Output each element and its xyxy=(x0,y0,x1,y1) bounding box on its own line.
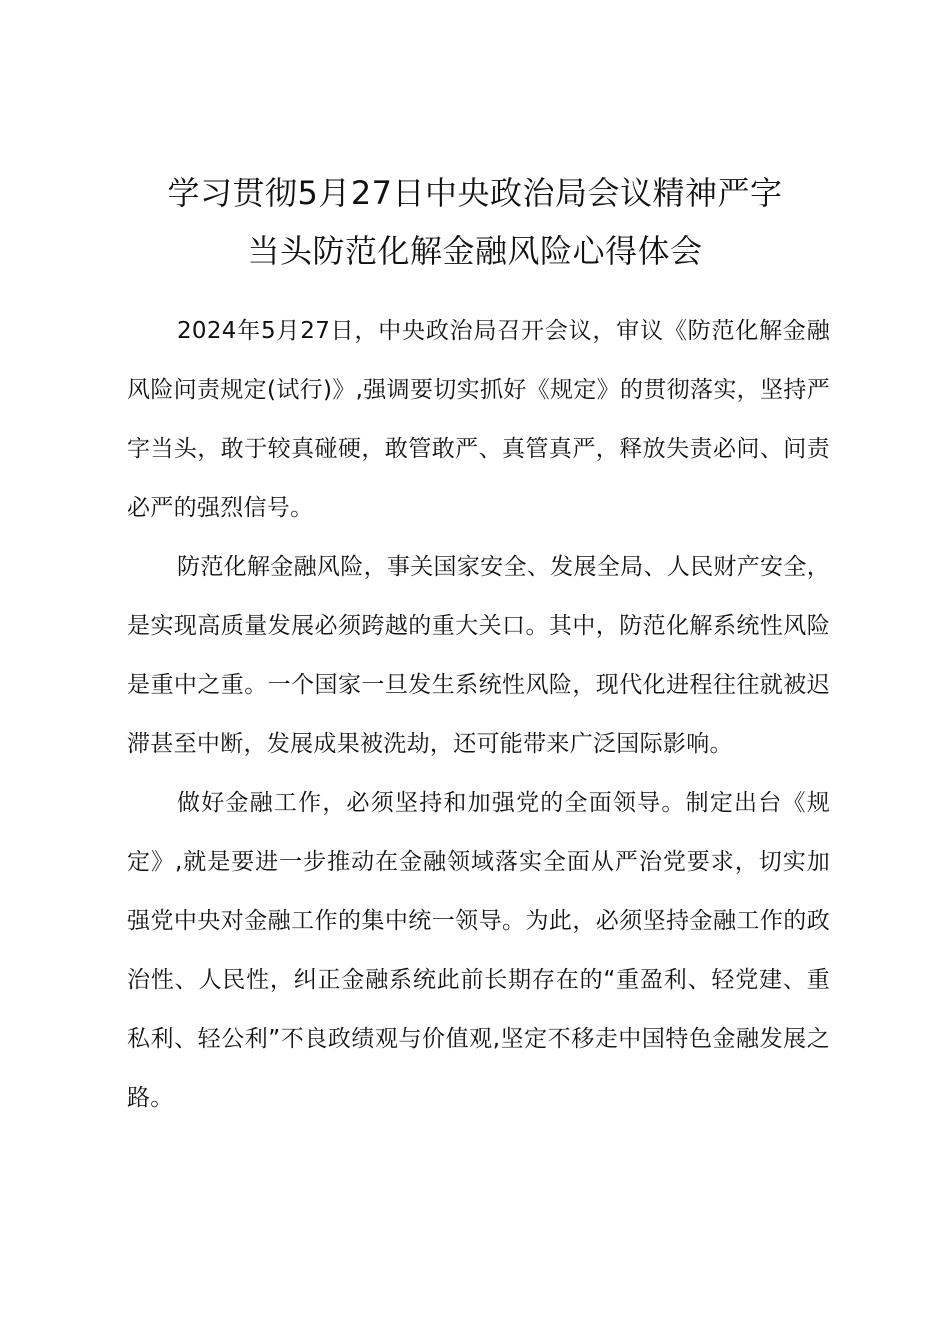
paragraph-2: 防范化解金融风险，事关国家安全、发展全局、人民财产安全，是实现高质量发展必须跨越的重大关口。其中，防范化解系统性风险是重中之重。一个国家一旦发生系统性风险，现代化进程往往就被迟滞甚至中断，发展成果被洗劫，还可能带来广泛国际影响。 xyxy=(127,554,830,757)
title-line-1: 学习贯彻5月27日中央政治局会议精神严字 xyxy=(167,174,783,212)
document-body xyxy=(127,302,830,1128)
document-title xyxy=(120,164,830,280)
title-line-2: 当头防范化解金融风险心得体会 xyxy=(247,232,703,270)
paragraph-3: 做好金融工作，必须坚持和加强党的全面领导。制定出台《规定》,就是要进一步推动在金融领域落实全面从严治党要求，切实加强党中央对金融工作的集中统一领导。为此，必须坚持金融工作的政治性、人民性，纠正金融系统此前长期存在的“重盈利、轻党建、重私利、轻公利”不良政绩观与价值观,坚定不移走中国特色金融发展之路。 xyxy=(127,790,830,1111)
paragraph-1: 2024年5月27日，中央政治局召开会议，审议《防范化解金融风险问责规定(试行)》,强调要切实抓好《规定》的贯彻落实，坚持严字当头，敢于较真碰硬，敢管敢严、真管真严，释放失责必问、问责必严的强烈信号。 xyxy=(127,318,830,521)
